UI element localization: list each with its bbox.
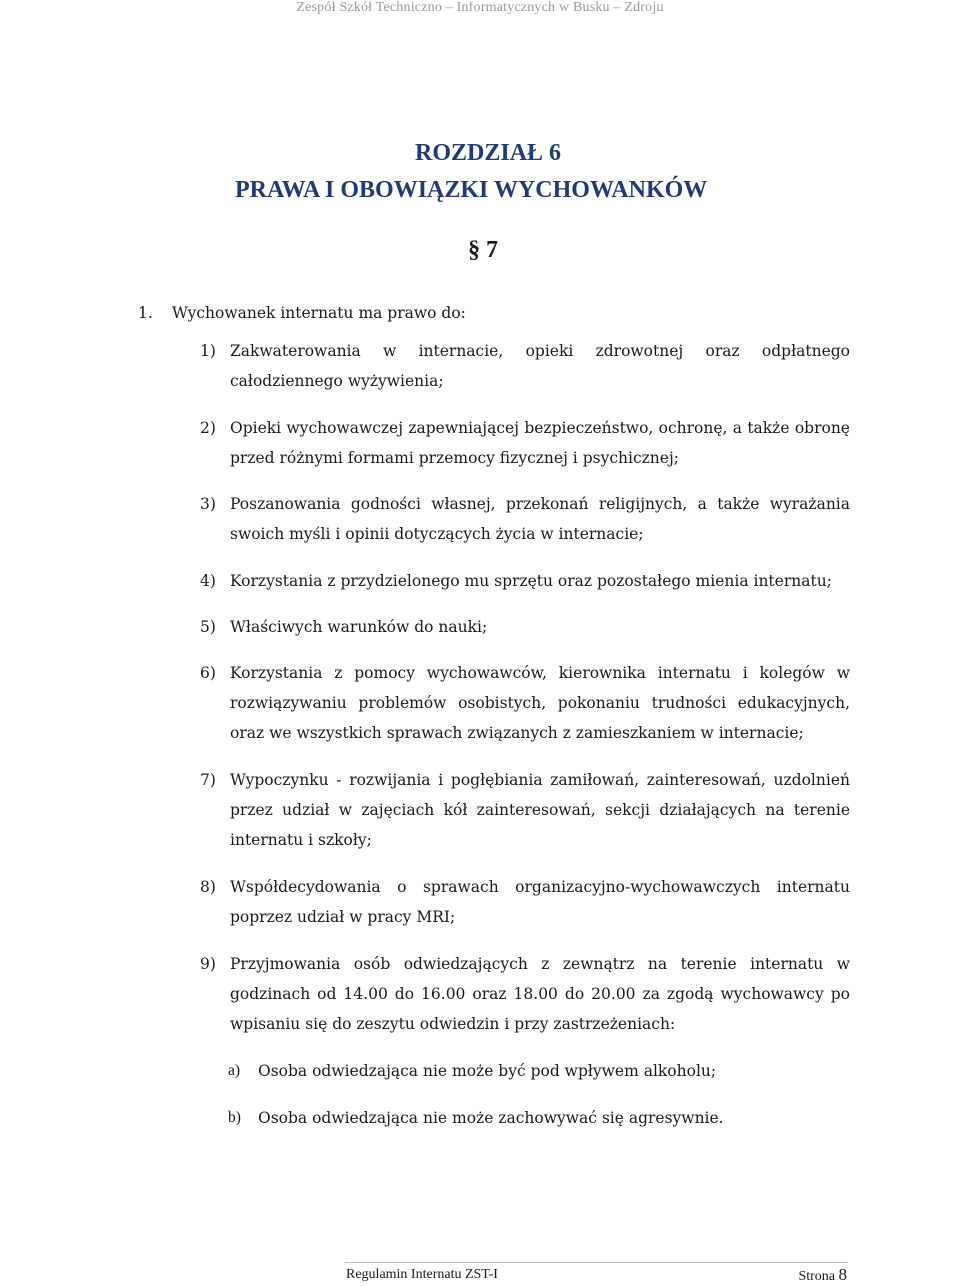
list-item <box>200 336 850 396</box>
list-item <box>200 949 850 1039</box>
list-item-number: 7) <box>200 771 216 789</box>
lead-text: Wychowanek internatu ma prawo do: <box>172 304 466 322</box>
list-item-text: Właściwych warunków do nauki; <box>230 618 488 636</box>
lead-number: 1. <box>138 304 153 322</box>
page-header: Zespół Szkół Techniczno – Informatycznych w Busku – Zdroju <box>296 0 664 15</box>
list-item <box>200 566 850 596</box>
list-item-text: Korzystania z przydzielonego mu sprzętu oraz pozostałego mienia internatu; <box>230 572 832 590</box>
list-item <box>200 658 850 748</box>
paragraph-label: § 7 <box>468 237 498 263</box>
list-item-text: Opieki wychowawczej zapewniającej bezpieczeństwo, ochronę, a także obronę przed różnymi formami przemocy fizycznej i psychicznej; <box>230 419 850 467</box>
sub-list-item-letter: b) <box>228 1109 241 1126</box>
list-item-number: 2) <box>200 419 216 437</box>
list-item-number: 9) <box>200 955 216 973</box>
chapter-label: ROZDZIAŁ 6 <box>415 140 562 166</box>
footer-divider <box>345 1262 848 1263</box>
list-item-number: 5) <box>200 618 216 636</box>
list-item-text: Współdecydowania o sprawach organizacyjno-wychowawczych internatu poprzez udział w pracy MRI; <box>230 878 850 926</box>
sub-list-item <box>228 1103 848 1133</box>
list-item-number: 1) <box>200 342 216 360</box>
list-item <box>200 489 850 549</box>
footer-page-number: 8 <box>838 1265 847 1284</box>
list-item <box>200 413 850 473</box>
list-item-text: Poszanowania godności własnej, przekonań religijnych, a także wyrażania swoich myśli i opinii dotyczących życia w internacie; <box>230 495 850 543</box>
list-item <box>200 872 850 932</box>
sub-list-item-text: Osoba odwiedzająca nie może zachowywać się agresywnie. <box>258 1109 724 1127</box>
list-item-number: 8) <box>200 878 216 896</box>
list-item-number: 3) <box>200 495 216 513</box>
sub-list-item-text: Osoba odwiedzająca nie może być pod wpływem alkoholu; <box>258 1062 717 1080</box>
chapter-title: PRAWA I OBOWIĄZKI WYCHOWANKÓW <box>235 177 708 203</box>
list-item-text: Przyjmowania osób odwiedzających z zewnątrz na terenie internatu w godzinach od 14.00 do 16.00 oraz 18.00 do 20.00 za zgodą wychowawcy po wpisaniu się do zeszytu odwiedzin i przy zastrzeżeniach: <box>230 955 850 1033</box>
sub-list-item-letter: a) <box>228 1062 241 1079</box>
list-item-number: 4) <box>200 572 216 590</box>
list-item-text: Korzystania z pomocy wychowawców, kierownika internatu i kolegów w rozwiązywaniu problemów osobistych, pokonaniu trudności edukacyjnych, oraz we wszystkich sprawach związanych z zamieszkaniem w internacie; <box>230 664 850 742</box>
footer-document-title: Regulamin Internatu ZST-I <box>346 1267 498 1282</box>
list-item <box>200 765 850 855</box>
list-item <box>200 612 850 642</box>
lead-sentence <box>138 298 466 328</box>
footer-page-indicator <box>798 1266 847 1286</box>
list-item-number: 6) <box>200 664 216 682</box>
list-item-text: Zakwaterowania w internacie, opieki zdrowotnej oraz odpłatnego całodziennego wyżywienia; <box>230 342 850 390</box>
list-item-text: Wypoczynku - rozwijania i pogłębiania zamiłowań, zainteresowań, uzdolnień przez udział w zajęciach kół zainteresowań, sekcji działających na terenie internatu i szkoły; <box>230 771 850 849</box>
footer-page-label: Strona <box>798 1269 835 1284</box>
sub-list-item <box>228 1056 848 1086</box>
